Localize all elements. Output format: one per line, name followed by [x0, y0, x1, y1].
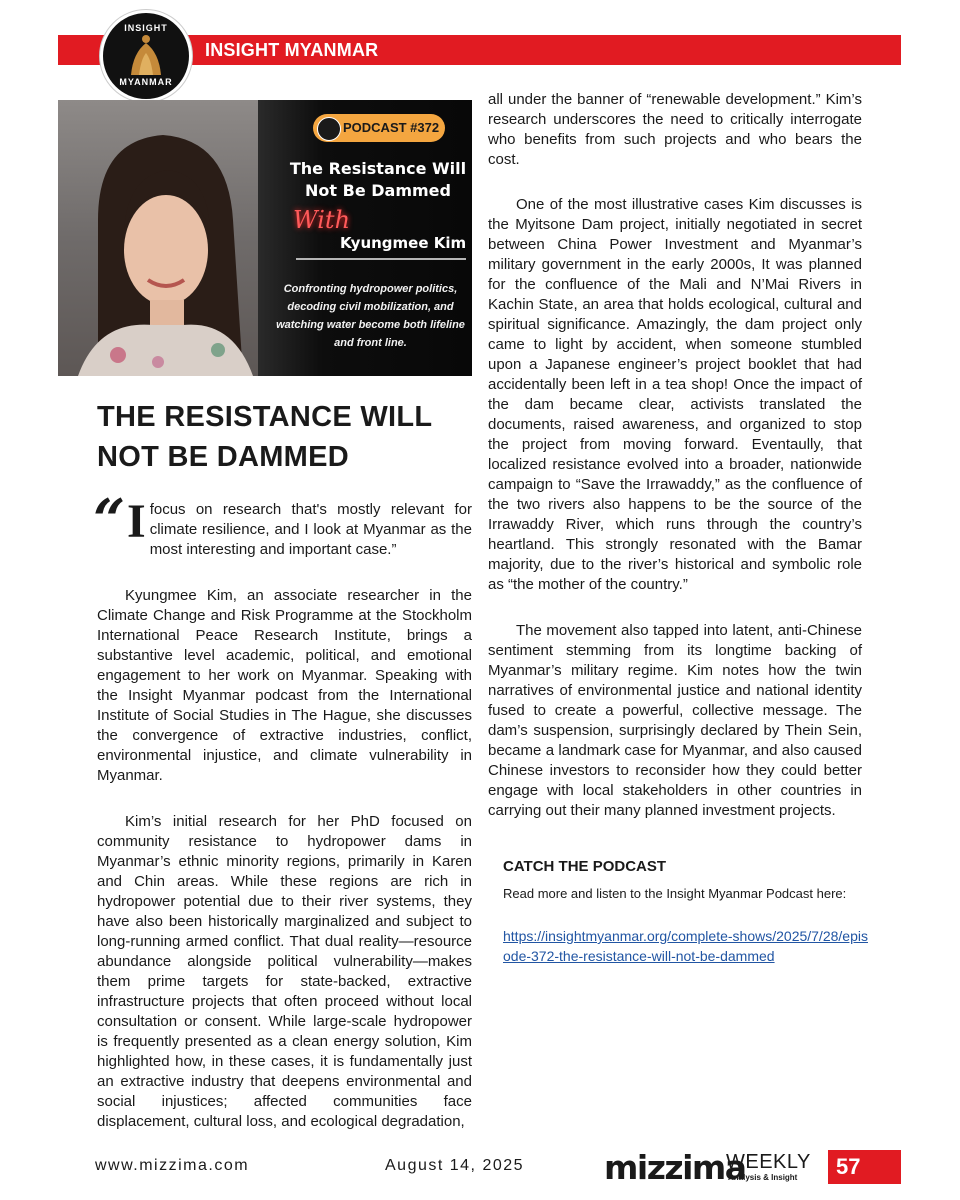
article-column-2-top [488, 90, 862, 170]
podcast-with-label: With [293, 206, 351, 234]
quote-body: focus on research that's mostly relevant for climate resilience, and I look at Myanmar as the most interesting and important case.” [149, 501, 472, 558]
catch-podcast-heading: CATCH THE PODCAST [503, 858, 667, 875]
guest-underline [296, 258, 466, 260]
article-title: THE RESISTANCE WILL NOT BE DAMMED [97, 401, 432, 473]
paragraph-2: Kim’s initial research for her PhD focused on community resistance to hydropower dams in Myanmar’s ethnic minority regions, primarily in Karen and Chin areas. While these regions are rich in hydropower potential due to their river systems, they have also been historically marginalized and subject to long-running armed conflict. That dual reality—resource abundance alongside political vulnerability—makes them prime targets for state-backed, extractive infrastructure projects that often proceed without local consultation or consent. While large-scale hydropower is frequently presented as a clean energy solution, Kim highlighted how, in these cases, it is fundamentally just an extractive industry that deepens environmental and social injustices; affected communities face displacement, cultural loss, and ecological degradation, [97, 813, 472, 1130]
article-column-1-top [97, 586, 472, 786]
paragraph-2-continued: all under the banner of “renewable development.” Kim’s research underscores the need to critically interrogate who benefits from such projects and who bears the cost. [488, 91, 862, 168]
podcast-link[interactable]: https://insightmyanmar.org/complete-shows/2025/7/28/episode-372-the-resistance-will-not-be-dammed [503, 928, 868, 964]
logo-text-bottom: MYANMAR [119, 77, 173, 87]
section-title: INSIGHT MYANMAR [205, 40, 379, 60]
quote-mark-icon: “ [93, 487, 126, 553]
page-number: 57 [828, 1150, 901, 1184]
footer-tagline: Analysis & Insight [728, 1173, 798, 1182]
paragraph-3: One of the most illustrative cases Kim discusses is the Myitsone Dam project, initially negotiated in secret between China Power Investment and Myanmar’s military government in the early 2000s, It was planned for the confluence of the Mali and N’Mai Rivers in Kachin State, an area that holds ecological, cultural and spiritual significance. Amazingly, the dam project only came to light by accident, when someone stumbled upon a Japanese engineer’s project booklet that had accidentally been left in a tea shop! Once the impact of the dam became clear, activists translated the documents, raised awareness, and organized to stop the project from moving forward. Eventaully, that localized resistance evolved into a broader, nationwide campaign to “Save the Irrawaddy,” as the confluence of the two rivers also happens to be the source of the Irrawaddy River, which runs through the country’s heartland. This strongly resonated with the Bamar majority, due to the river’s historical and symbolic role as “the mother of the country.” [488, 196, 862, 593]
podcast-description: Confronting hydropower politics, decoding civil mobilization, and watching water become both lifeline and front line. [276, 283, 465, 349]
footer-date: August 14, 2025 [385, 1157, 525, 1174]
article-column-2-middle [488, 195, 862, 595]
paragraph-4: The movement also tapped into latent, anti-Chinese sentiment stemming from its longtime backing of Myanmar’s military regime. Kim notes how the twin narratives of environmental justice and national identity fused to create a powerful, collective message. The dam’s suspension, surprisingly declared by Thein Sein, became a landmark case for Myanmar, and also caused Chinese investors to reconsider how they could better engage with local stakeholders in other countries in carrying out their many planned investment projects. [488, 622, 862, 819]
podcast-badge [313, 114, 445, 142]
quote-dropcap: I [127, 495, 146, 548]
footer-weekly: WEEKLY [726, 1151, 811, 1173]
insight-myanmar-logo [100, 10, 192, 102]
podcast-number: PODCAST #372 [343, 120, 440, 135]
guest-portrait [58, 100, 288, 376]
pull-quote [127, 495, 472, 560]
catch-podcast-text: Read more and listen to the Insight Myanmar Podcast here: [503, 886, 847, 901]
article-column-2-bottom [488, 621, 862, 821]
paragraph-1: Kyungmee Kim, an associate researcher in the Climate Change and Risk Programme at the Stockholm International Peace Research Institute, brings a substantive level academic, political, and emotional engagement to her work on Myanmar. Speaking with the Insight Myanmar podcast from the International Institute of Social Studies in The Hague, she discusses the convergence of extractive industries, conflict, environmental injustice, and climate vulnerability in Myanmar. [97, 587, 472, 784]
logo-text-top: INSIGHT [124, 23, 168, 33]
footer-website: www.mizzima.com [95, 1157, 250, 1174]
podcast-guest-name: Kyungmee Kim [340, 234, 467, 252]
podcast-logo-icon [317, 117, 341, 141]
footer-brand: mizzima [604, 1148, 746, 1187]
podcast-title: The Resistance Will Not Be Dammed [289, 159, 467, 200]
article-column-1-bottom [97, 812, 472, 1132]
podcast-hero-image [58, 100, 472, 376]
